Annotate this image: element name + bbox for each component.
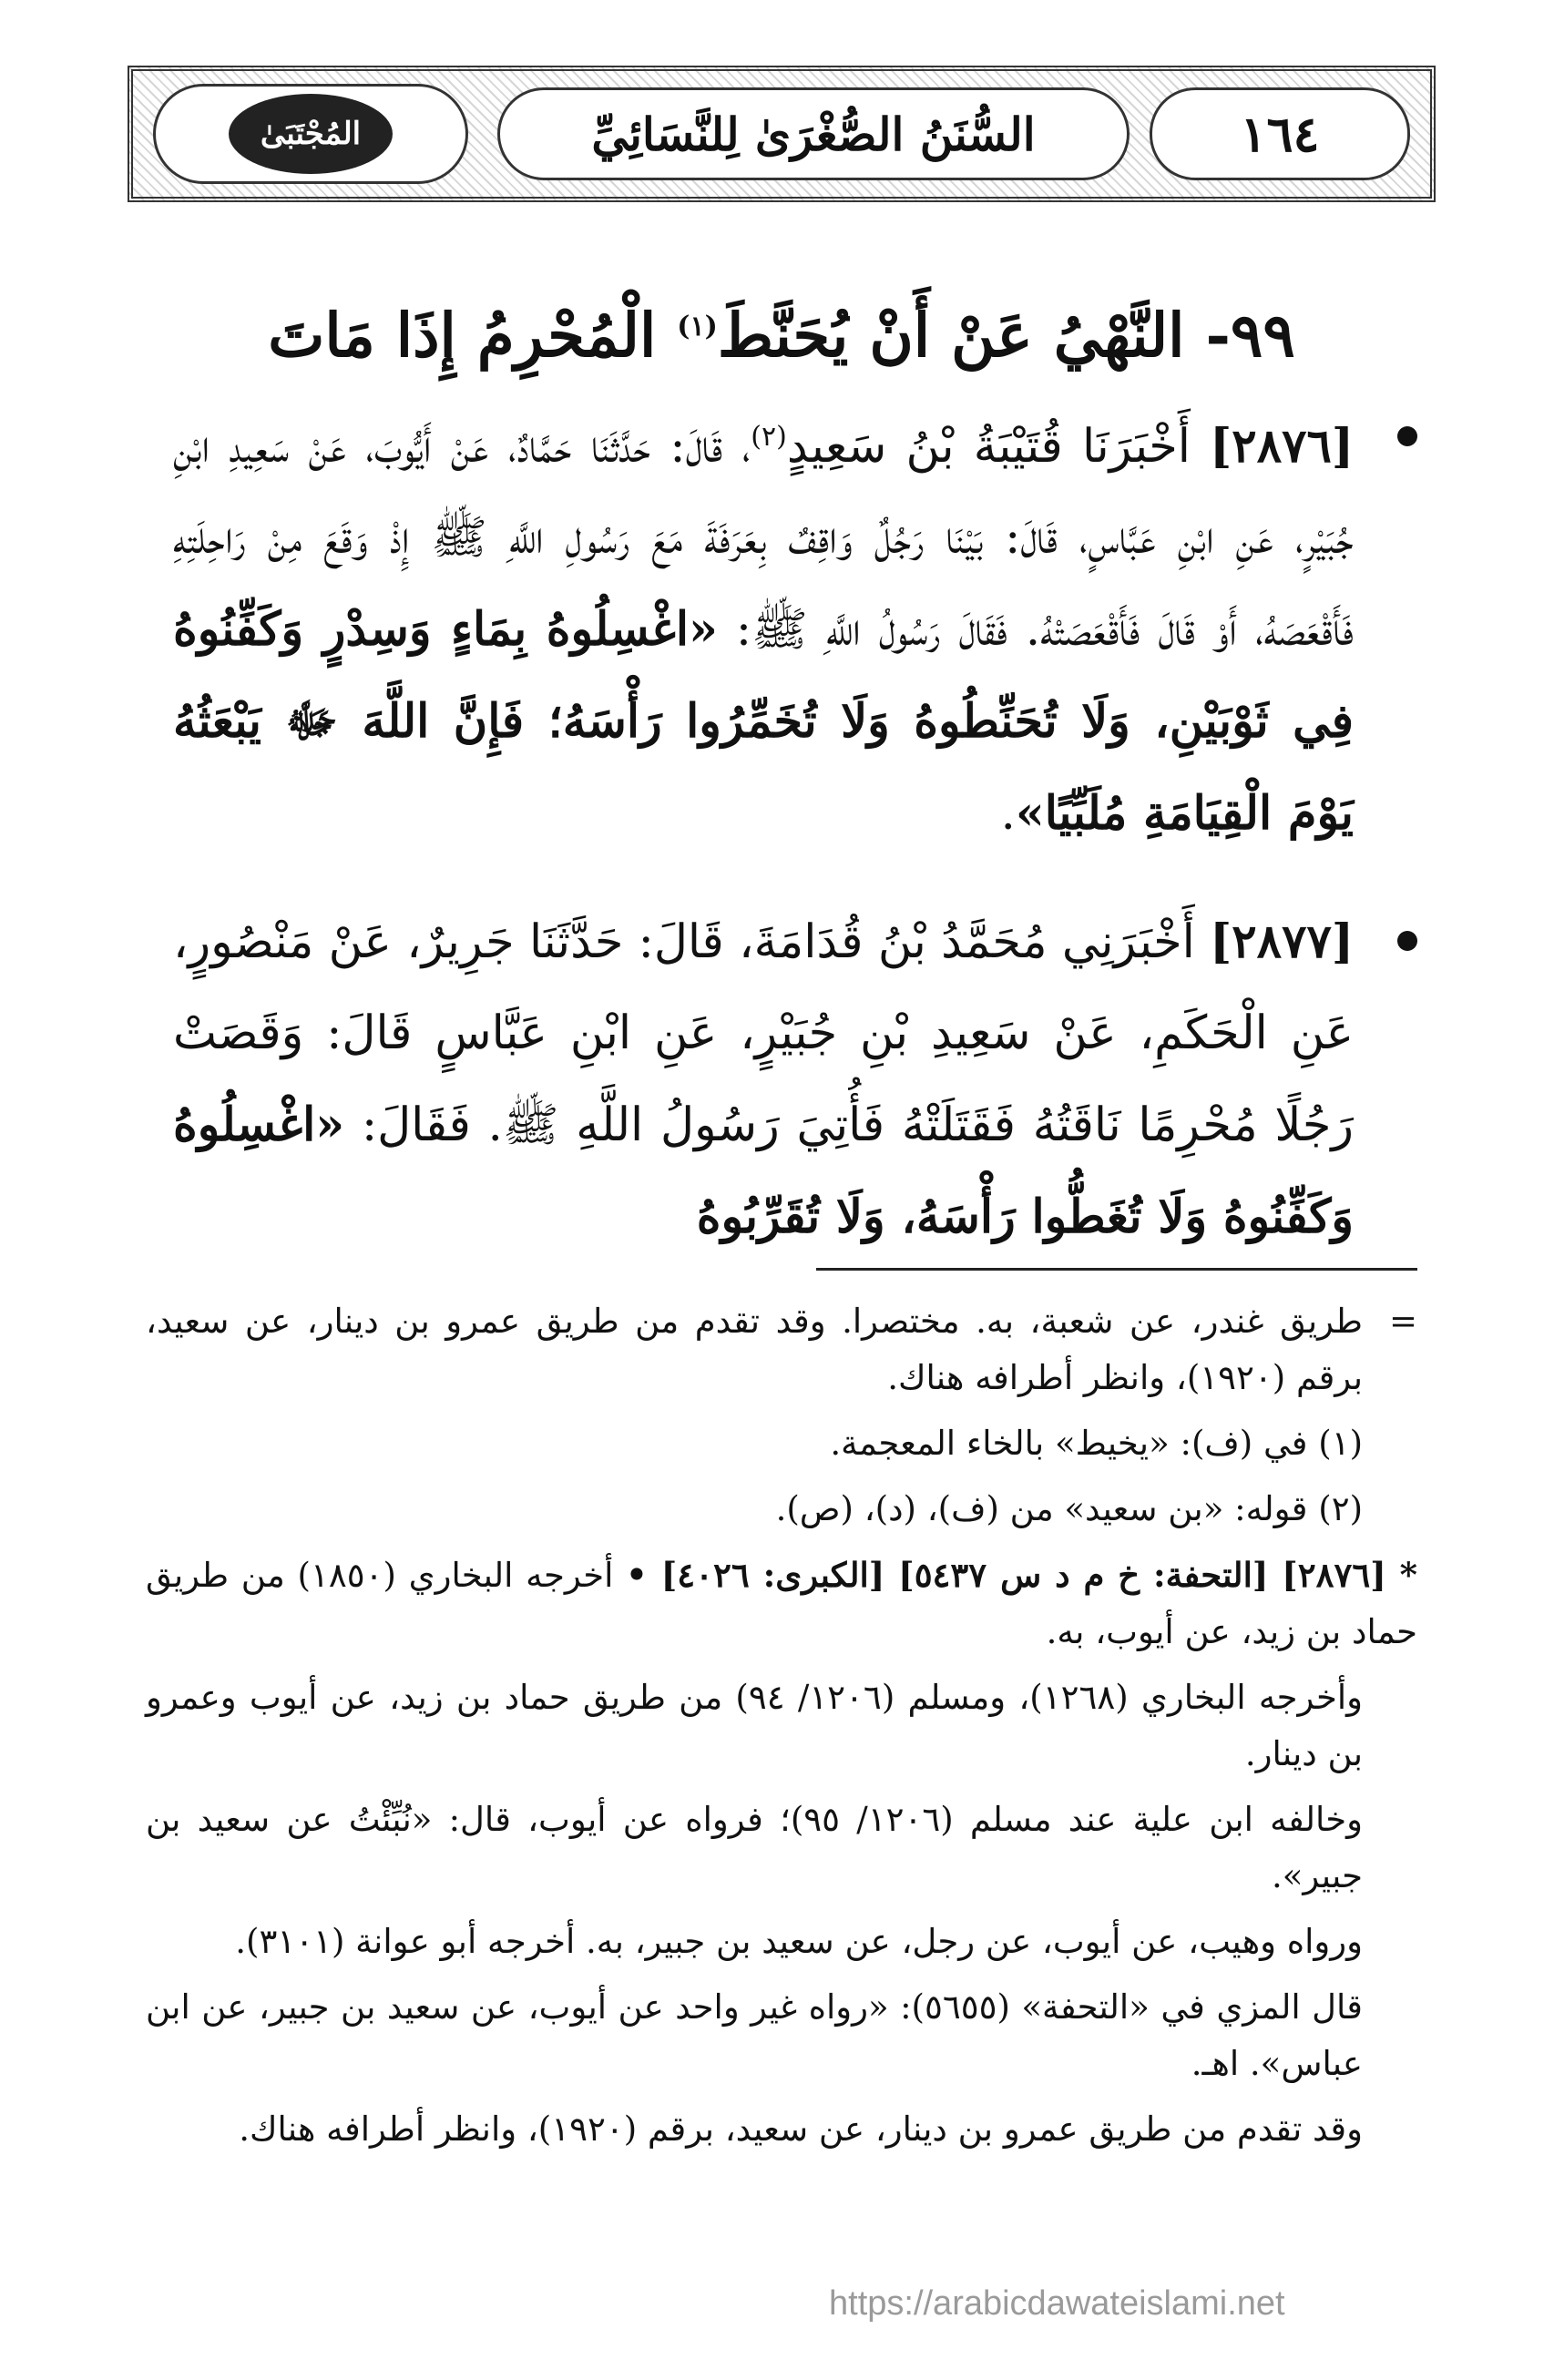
hadith-text: ، قَالَ: حَدَّثَنَا جَرِيرٌ، عَنْ مَنْصُورٍ، عَنِ الْحَكَمِ، عَنْ سَعِيدِ بْنِ جُبَيْرٍ، عَنِ ابْنِ عَبَّاسٍ قَالَ: وَقَصَتْ رَجُلًا مُحْرِمًا نَاقَتُهُ فَقَتَلَتْهُ فَأُتِيَ رَسُولُ اللَّهِ ﷺ. فَقَالَ: — [173, 915, 1354, 1152]
footnote-ref-2: (٢) — [751, 421, 787, 453]
hadith-quote: «اغْسِلُوهُ وَكَفِّنُوهُ وَلَا تُغَطُّوا رَأْسَهُ، وَلَا تُقَرِّبُوهُ — [173, 1098, 1354, 1244]
takhrij-paragraph: وخالفه ابن علية عند مسلم (١٢٠٦/ ٩٥)؛ فرواه عن أيوب، قال: «نُبِّئْتُ عن سعيد بن جبير». — [146, 1800, 1363, 1895]
hadith-end: . — [1000, 787, 1016, 841]
bullet-icon — [1397, 426, 1417, 446]
book-title: السُّنَنُ الصُّغْرَىٰ لِلنَّسَائِيِّ — [591, 107, 1036, 161]
footnote-ref-1: (١) — [677, 311, 718, 343]
watermark-url: https://arabicdawateislami.net — [829, 2284, 1285, 2323]
chapter-heading-text: ٩٩- النَّهْيُ عَنْ أَنْ يُحَنَّطَ — [717, 300, 1295, 372]
takhrij-references: * [٢٨٧٦] [التحفة: خ م د س ٥٤٣٧] [الكبرى: ٤٠٢٦] • — [626, 1555, 1417, 1595]
takhrij-paragraph: وأخرجه البخاري (١٢٦٨)، ومسلم (١٢٠٦/ ٩٤) من طريق حماد بن زيد، عن أيوب وعمرو بن دينار. — [146, 1678, 1363, 1773]
chapter-heading — [182, 300, 1381, 371]
header-title-cartouche — [497, 87, 1130, 180]
hadith-number: [٢٨٧٦] — [1210, 419, 1355, 474]
takhrij-paragraph: قال المزي في «التحفة» (٥٦٥٥): «رواه غير واحد عن أيوب، عن سعيد بن جبير، عن ابن عباس». اهـ. — [146, 1987, 1363, 2083]
hadith-isnad: أَخْبَرَنِي مُحَمَّدُ بْنُ قُدَامَةَ — [753, 915, 1195, 969]
hadith-2876 — [173, 392, 1417, 860]
hadith-number: [٢٨٧٧] — [1210, 914, 1354, 969]
footnote-carry-over: = طريق غندر، عن شعبة، به. مختصرا. وقد تقدم من طريق عمرو بن دينار، عن سعيد، برقم (١٩٢٠)، وانظر أطرافه هناك. — [146, 1293, 1417, 1406]
footnotes — [146, 1293, 1417, 2167]
logo-cartouche — [153, 84, 468, 184]
bullet-icon — [1397, 931, 1417, 951]
hadith-quote: «اغْسِلُوهُ بِمَاءٍ وَسِدْرٍ وَكَفِّنُوهُ فِي ثَوْبَيْنِ، وَلَا تُحَنِّطُوهُ وَلَا تُخَمِّرُوا رَأْسَهُ؛ فَإِنَّ اللَّهَ ﷻ يَبْعَثُهُ يَوْمَ الْقِيَامَةِ مُلَبِّيًا» — [173, 602, 1354, 841]
takhrij-paragraph: ورواه وهيب، عن أيوب، عن رجل، عن سعيد بن جبير، به. أخرجه أبو عوانة (٣١٠١). — [235, 1922, 1363, 1961]
hadith-2877 — [173, 896, 1417, 1263]
main-text — [173, 392, 1417, 1263]
page-number: ١٦٤ — [1150, 87, 1410, 180]
takhrij-paragraph: وقد تقدم من طريق عمرو بن دينار، عن سعيد، برقم (١٩٢٠)، وانظر أطرافه هناك. — [239, 2109, 1363, 2149]
hadith-isnad: أَخْبَرَنَا قُتَيْبَةُ بْنُ سَعِيدٍ — [786, 420, 1191, 474]
hadith-text: ، قَالَ: حَدَّثَنَا حَمَّادٌ، عَنْ أَيُّوبَ، عَنْ سَعِيدِ ابْنِ جُبَيْرٍ، عَنِ ابْنِ عَبَّاسٍ، قَالَ: بَيْنَا رَجُلٌ وَاقِفٌ بِعَرَفَةَ مَعَ رَسُولِ اللَّهِ ﷺ إِذْ وَقَعَ مِنْ رَاحِلَتِهِ فَأَقْعَصَهُ، أَوْ قَالَ فَأَقْعَصَتْهُ. فَقَالَ رَسُولُ اللَّهِ ﷺ: — [173, 420, 1354, 657]
footnote-1: (١) في (ف): «يخيط» بالخاء المعجمة. — [830, 1424, 1363, 1463]
page-header-frame — [128, 66, 1436, 202]
chapter-heading-end: الْمُحْرِمُ إِذَا مَاتَ — [268, 300, 657, 372]
book-logo: المُجْتَبَىٰ — [229, 94, 393, 174]
footnote-divider — [816, 1268, 1417, 1271]
footnote-2: (٢) قوله: «بن سعيد» من (ف)، (د)، (ص). — [775, 1489, 1363, 1528]
takhrij-2876: * [٢٨٧٦] [التحفة: خ م د س ٥٤٣٧] [الكبرى: ٤٠٢٦] • أخرجه البخاري (١٨٥٠) من طريق حماد بن زيد، عن أيوب، به. — [146, 1555, 1417, 1651]
dash-icon: = — [1388, 1302, 1417, 1341]
